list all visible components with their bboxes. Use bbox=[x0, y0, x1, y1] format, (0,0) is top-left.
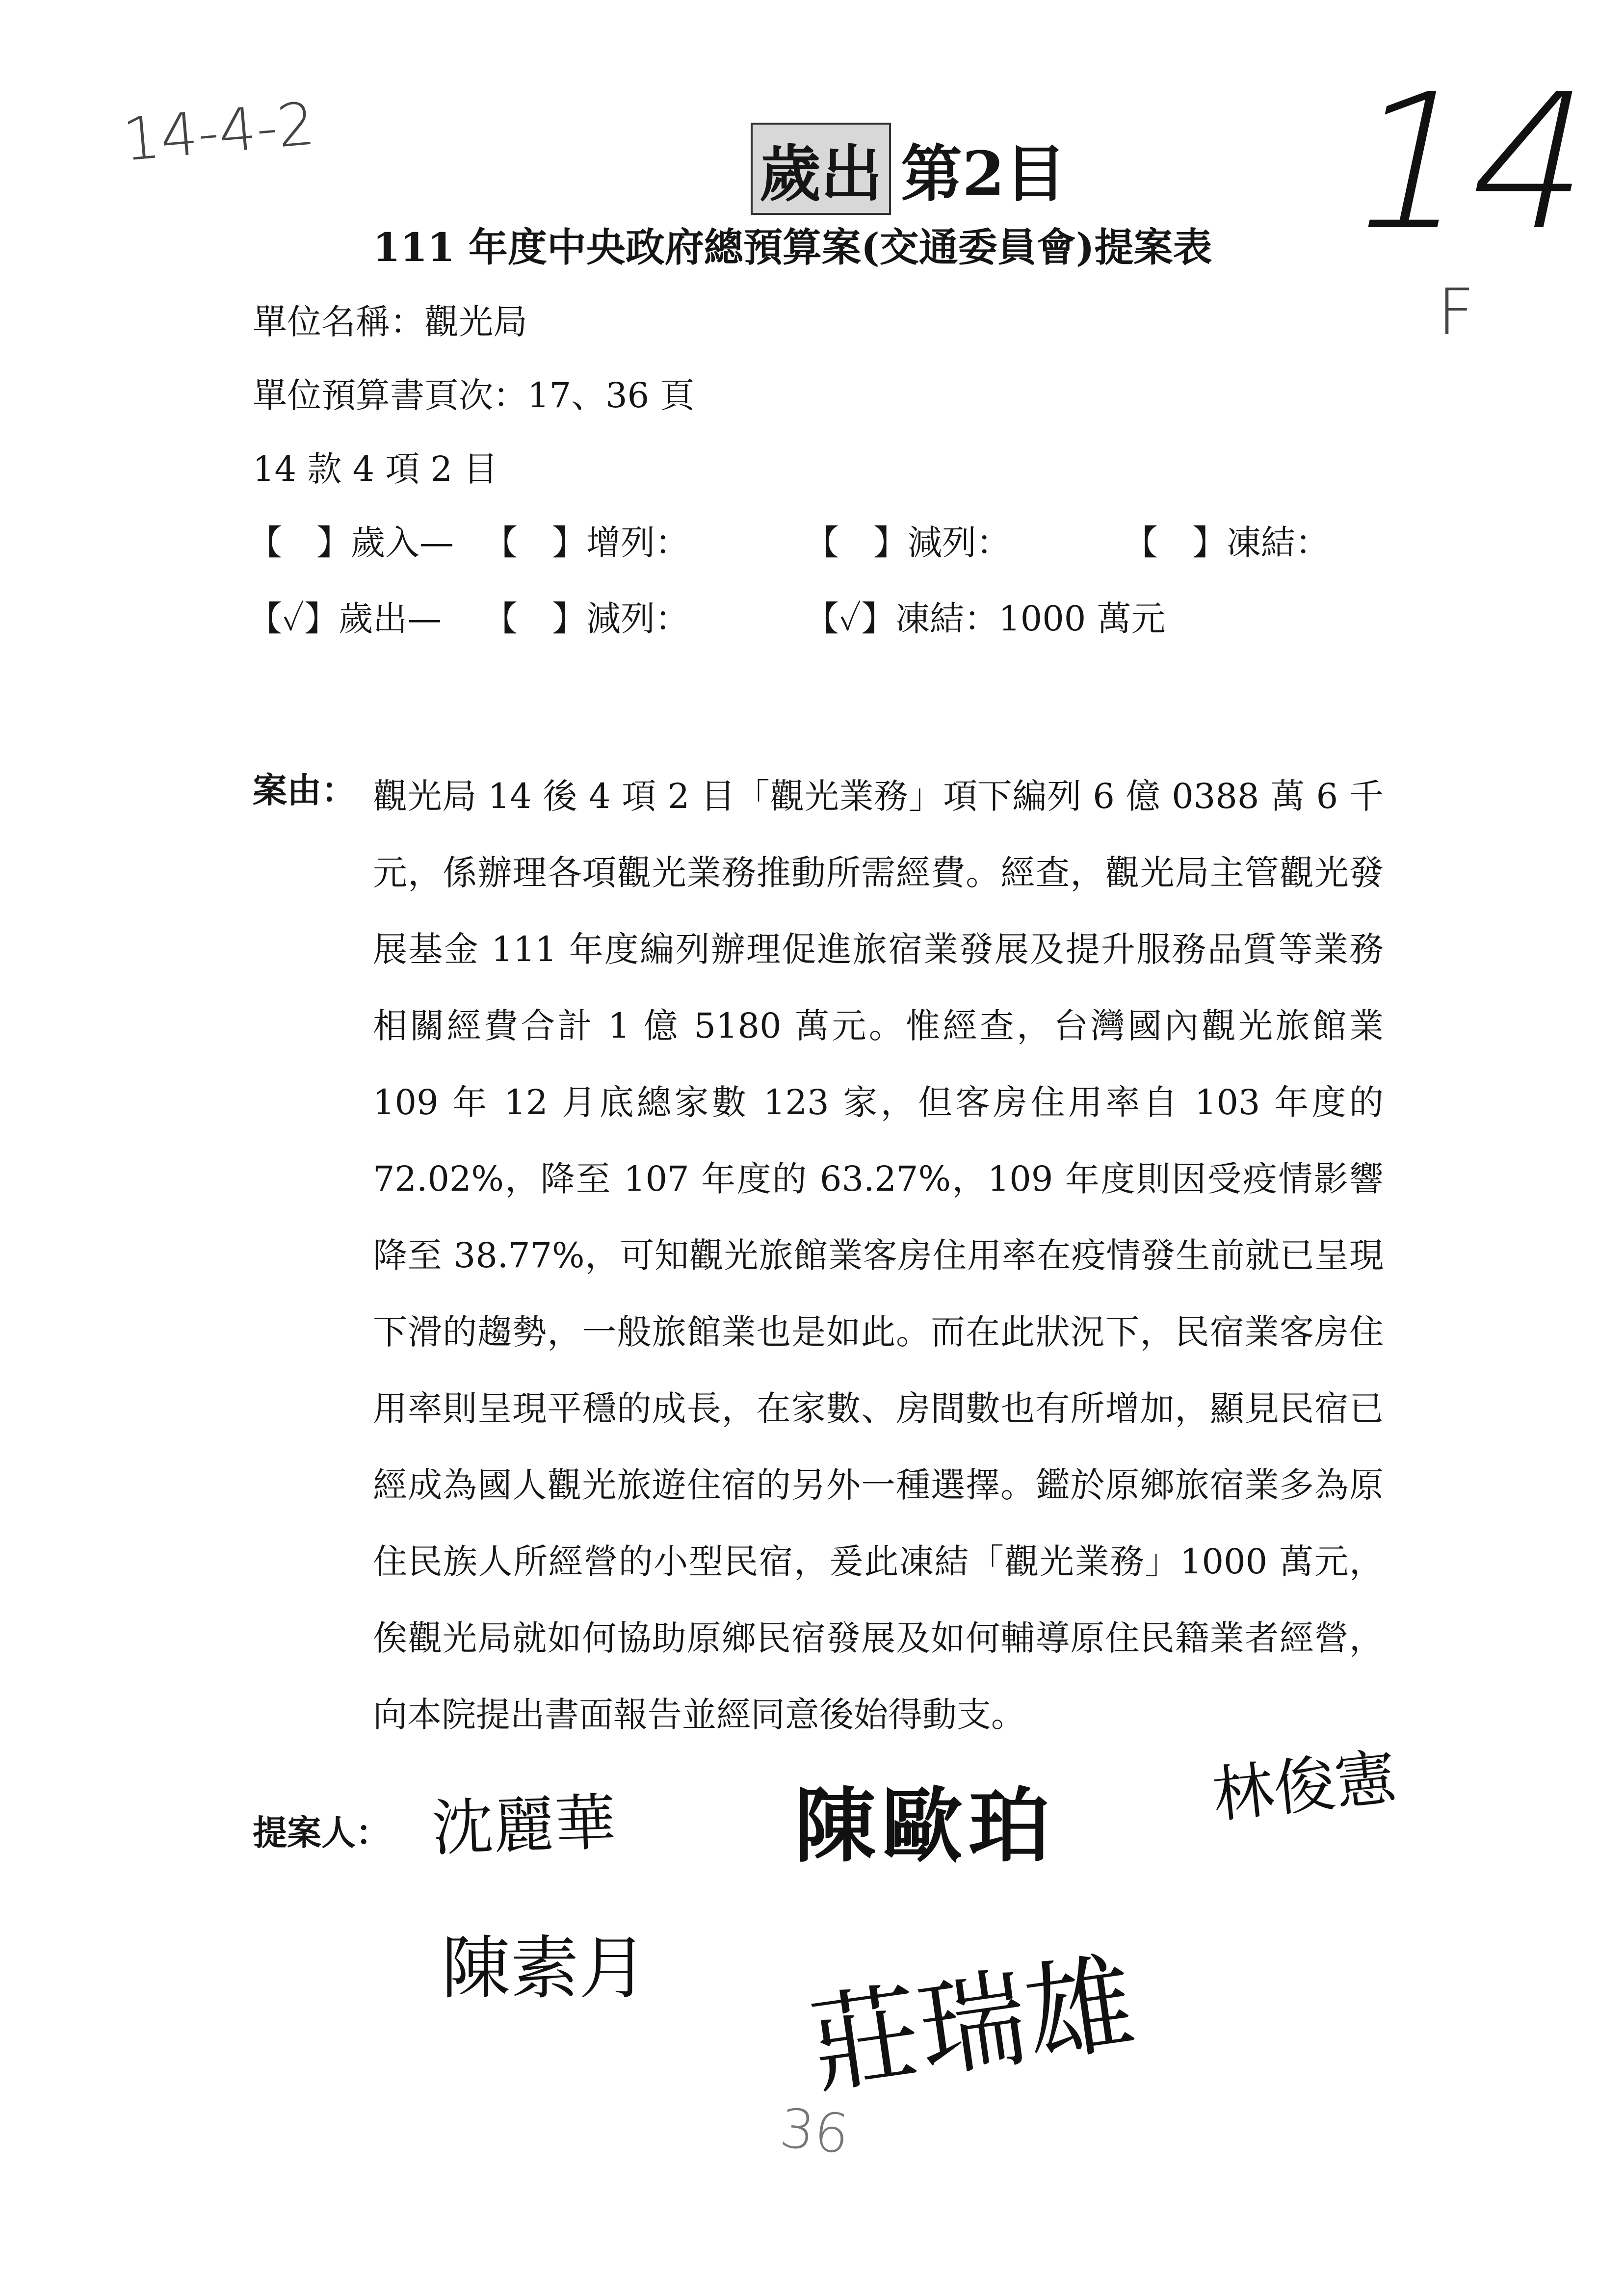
revenue-decrease-option bbox=[805, 515, 1011, 565]
budget-stamp bbox=[751, 123, 1066, 215]
revenue-decrease-checkbox: 【 】 bbox=[805, 522, 908, 563]
revenue-increase-option bbox=[483, 515, 689, 565]
expense-option bbox=[248, 591, 442, 641]
budget-pages-field: 單位預算書頁次：17、36 頁 bbox=[253, 375, 695, 416]
signature-5: 莊瑞雄 bbox=[804, 1940, 1142, 2110]
signature-1: 沈麗華 bbox=[430, 1787, 617, 1865]
expense-decrease-option bbox=[483, 591, 689, 641]
stamp-item: 第2目 bbox=[901, 138, 1066, 210]
expense-freeze-checkbox: 【✓】 bbox=[805, 599, 896, 639]
proposers-label: 提案人： bbox=[253, 1812, 390, 1853]
reason-text: 觀光局 14 後 4 項 2 目「觀光業務」項下編列 6 億 0388 萬 6 千元，係辦理各項觀光業務推動所需經費。經查，觀光局主管觀光發展基金 111 年度編列辦理促進旅宿業發展及提升服務品質等業務相關經費合計 1 億 5180 萬元。惟經查，台灣國內觀光旅館業 109 年 12 月底總家數 123 家，但客房住用率自 103 年度的 72.02%，降至 107 年度的 63.27%，109 年度則因受疫情影響降至 38.77%，可知觀光旅館業客房住用率在疫情發生前就已呈現下滑的趨勢，一般旅館業也是如此。而在此狀況下，民宿業客房住用率則呈現平穩的成長，在家數、房間數也有所增加，顯見民宿已經成為國人觀光旅遊住宿的另外一種選擇。鑑於原鄉旅宿業多為原住民族人所經營的小型民宿，爰此凍結「觀光業務」1000 萬元，俟觀光局就如何協助原鄉民宿發展及如何輔導原住民籍業者經營，向本院提出書面報告並經同意後始得動支。 bbox=[373, 776, 1384, 1735]
expense-checkbox: 【✓】 bbox=[248, 599, 339, 639]
revenue-option bbox=[248, 515, 454, 565]
handwritten-page-number: 14 bbox=[1331, 54, 1615, 271]
expense-freeze-option bbox=[805, 591, 1166, 641]
signature-3: 林俊憲 bbox=[1209, 1741, 1400, 1832]
revenue-increase-checkbox: 【 】 bbox=[483, 522, 586, 563]
unit-name-field: 單位名稱：觀光局 bbox=[253, 302, 527, 342]
expense-decrease-label: 減列： bbox=[586, 599, 689, 639]
revenue-freeze-checkbox: 【 】 bbox=[1124, 522, 1227, 563]
reason-label: 案由： bbox=[253, 770, 356, 810]
expense-decrease-checkbox: 【 】 bbox=[483, 599, 586, 639]
signature-2: 陳歐珀 bbox=[795, 1779, 1055, 1873]
budget-code-field: 14 款 4 項 2 目 bbox=[253, 449, 498, 489]
revenue-checkbox: 【 】 bbox=[248, 522, 351, 563]
stamp-label: 歲出 bbox=[751, 123, 891, 215]
expense-label: 歲出— bbox=[339, 599, 442, 639]
revenue-freeze-label: 凍結： bbox=[1227, 522, 1330, 563]
revenue-increase-label: 增列： bbox=[586, 522, 689, 563]
signature-4: 陳素月 bbox=[442, 1929, 648, 2009]
handwritten-footer-number: 36 bbox=[777, 2096, 852, 2166]
handwritten-ref-code: 14-4-2 bbox=[120, 90, 318, 175]
revenue-label: 歲入— bbox=[351, 522, 454, 563]
expense-freeze-label: 凍結：1000 萬元 bbox=[895, 599, 1166, 639]
handwritten-page-letter: F bbox=[1438, 275, 1474, 349]
document-title: 111 年度中央政府總預算案(交通委員會)提案表 bbox=[373, 224, 1212, 270]
revenue-decrease-label: 減列： bbox=[908, 522, 1011, 563]
revenue-freeze-option bbox=[1124, 515, 1330, 565]
